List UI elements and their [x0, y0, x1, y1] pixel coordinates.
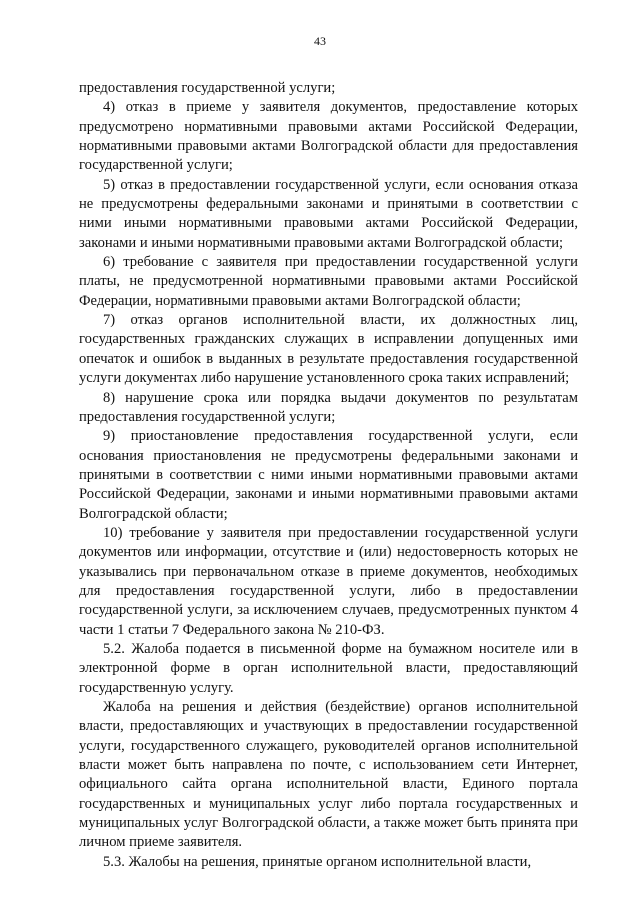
paragraph-item-4: 4) отказ в приеме у заявителя документов, предоставление которых предусмотрено нормативными правовыми актами Российской Федерации, нормативными правовыми актами Волгоградской области для предоставления государственной услуги; — [79, 99, 578, 174]
paragraph-continuation: предоставления государственной услуги; — [79, 80, 336, 96]
paragraph-item-7: 7) отказ органов исполнительной власти, их должностных лиц, государственных гражданских служащих в исправлении допущенных ими опечаток и ошибок в выданных в результате предоставления государственной услуги документах либо нарушение установленного срока таких исправлений; — [79, 312, 578, 387]
paragraph-item-8: 8) нарушение срока или порядка выдачи документов по результатам предоставления государственной услуги; — [79, 389, 578, 425]
page-number: 43 — [314, 34, 326, 48]
paragraph-item-5: 5) отказ в предоставлении государственной услуги, если основания отказа не предусмотрены федеральными законами и принятыми в соответствии с ними иными нормативными правовыми актами Российской Федерации, законами и иными нормативными правовыми актами Волгоградской области; — [79, 176, 578, 251]
paragraph-complaint-channels: Жалоба на решения и действия (бездействие) органов исполнительной власти, предоставляющих и участвующих в предоставлении государственной услуги, государственного служащего, руководителей органов исполнительной власти может быть направлена по почте, с использованием сети Интернет, официального сайта органа исполнительной власти, Единого портала государственных и муниципальных услуг либо портала государственных и муниципальных услуг Волгоградской области, а также может быть принята при личном приеме заявителя. — [79, 699, 578, 851]
document-body — [79, 79, 578, 872]
paragraph-item-9: 9) приостановление предоставления государственной услуги, если основания приостановления не предусмотрены федеральными законами и принятыми в соответствии с ними иными нормативными правовыми актами Российской Федерации, законами и иными нормативными правовыми актами Волгоградской области; — [79, 428, 578, 522]
paragraph-item-10: 10) требование у заявителя при предоставлении государственной услуги документов или информации, отсутствие и (или) недостоверность которых не указывались при первоначальном отказе в приеме документов, необходимых для предоставления государственной услуги, либо в предоставлении государственной услуги, за исключением случаев, предусмотренных пунктом 4 части 1 статьи 7 Федерального закона № 210-ФЗ. — [79, 524, 578, 638]
paragraph-section-5-3: 5.3. Жалобы на решения, принятые органом исполнительной власти, — [103, 853, 532, 870]
paragraph-item-6: 6) требование с заявителя при предоставлении государственной услуги платы, не предусмотренной нормативными правовыми актами Российской Федерации, нормативными правовыми актами Волгоградской области; — [79, 254, 578, 309]
paragraph-section-5-2: 5.2. Жалоба подается в письменной форме на бумажном носителе или в электронной форме в орган исполнительной власти, предоставляющий государственную услугу. — [79, 640, 578, 696]
